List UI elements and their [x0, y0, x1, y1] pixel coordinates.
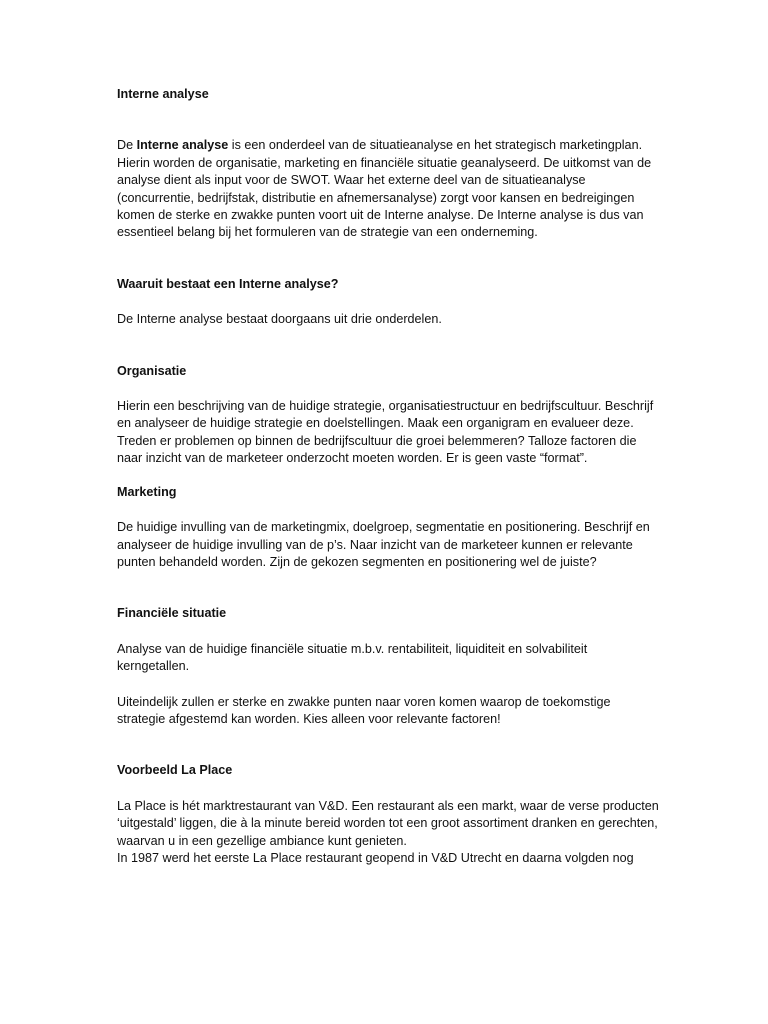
paragraph-financieel: Analyse van de huidige financiële situatie m.b.v. rentabiliteit, liquiditeit en solvabiliteit kerngetallen.: [117, 641, 588, 674]
paragraph-voorbeeld: La Place is hét marktrestaurant van V&D. Een restaurant als een markt, waar de verse producten ‘uitgestald’ liggen, die à la minute bereid worden tot een groot assortiment dranken en gerechten, waarvan u in een gezellige ambiance kunt genieten.: [117, 798, 659, 848]
paragraph-conclusie: Uiteindelijk zullen er sterke en zwakke punten naar voren komen waarop de toekomstige strategie afgestemd kan worden. Kies alleen voor relevante factoren!: [117, 694, 611, 726]
intro-rest: is een onderdeel van de situatieanalyse en het strategisch marketingplan. Hierin worden de organisatie, marketing en financiële situatie geanalyseerd. De uitkomst van de analyse dient als input voor de SWOT. Waar het externe deel van de situatieanalyse (concurrentie, bedrijfstak, distributie en afnemersanalyse) zorgt voor kansen en bedreigingen komen de sterke en zwakke punten voort uit de Interne analyse. De Interne analyse is dus van essentieel belang bij het formuleren van de strategie van een onderneming.: [117, 138, 652, 240]
heading-marketing: Marketing: [117, 484, 177, 499]
heading-voorbeeld: Voorbeeld La Place: [117, 763, 233, 778]
paragraph-organisatie: Hierin een beschrijving van de huidige strategie, organisatiestructuur en bedrijfscultuur. Beschrijf en analyseer de huidige strategie en doelstellingen. Maak een organigram en evalueer deze. Treden er problemen op binnen de bedrijfscultuur die groei belemmeren? Talloze factoren die naar inzicht van de marketeer onderzocht moeten worden. Er is geen vaste “format”.: [117, 399, 654, 466]
intro-paragraph: [117, 137, 662, 241]
intro-bold-term: Interne analyse: [136, 138, 229, 153]
document-body: [117, 86, 662, 867]
paragraph-waaruit: De Interne analyse bestaat doorgaans uit drie onderdelen.: [117, 312, 442, 327]
heading-organisatie: Organisatie: [117, 363, 187, 378]
heading-waaruit: Waaruit bestaat een Interne analyse?: [117, 276, 339, 291]
document-title: Interne analyse: [117, 87, 209, 101]
paragraph-voorbeeld-vervolg: In 1987 werd het eerste La Place restaurant geopend in V&D Utrecht en daarna volgden nog: [117, 850, 634, 865]
paragraph-marketing: De huidige invulling van de marketingmix, doelgroep, segmentatie en positionering. Beschrijf en analyseer de huidige invulling van de p’s. Naar inzicht van de marketeer kunnen er relevante punten behandeld worden. Zijn de gekozen segmenten en positionering wel de juiste?: [117, 520, 650, 569]
heading-financieel: Financiële situatie: [117, 606, 227, 621]
intro-prefix: De: [117, 138, 137, 153]
